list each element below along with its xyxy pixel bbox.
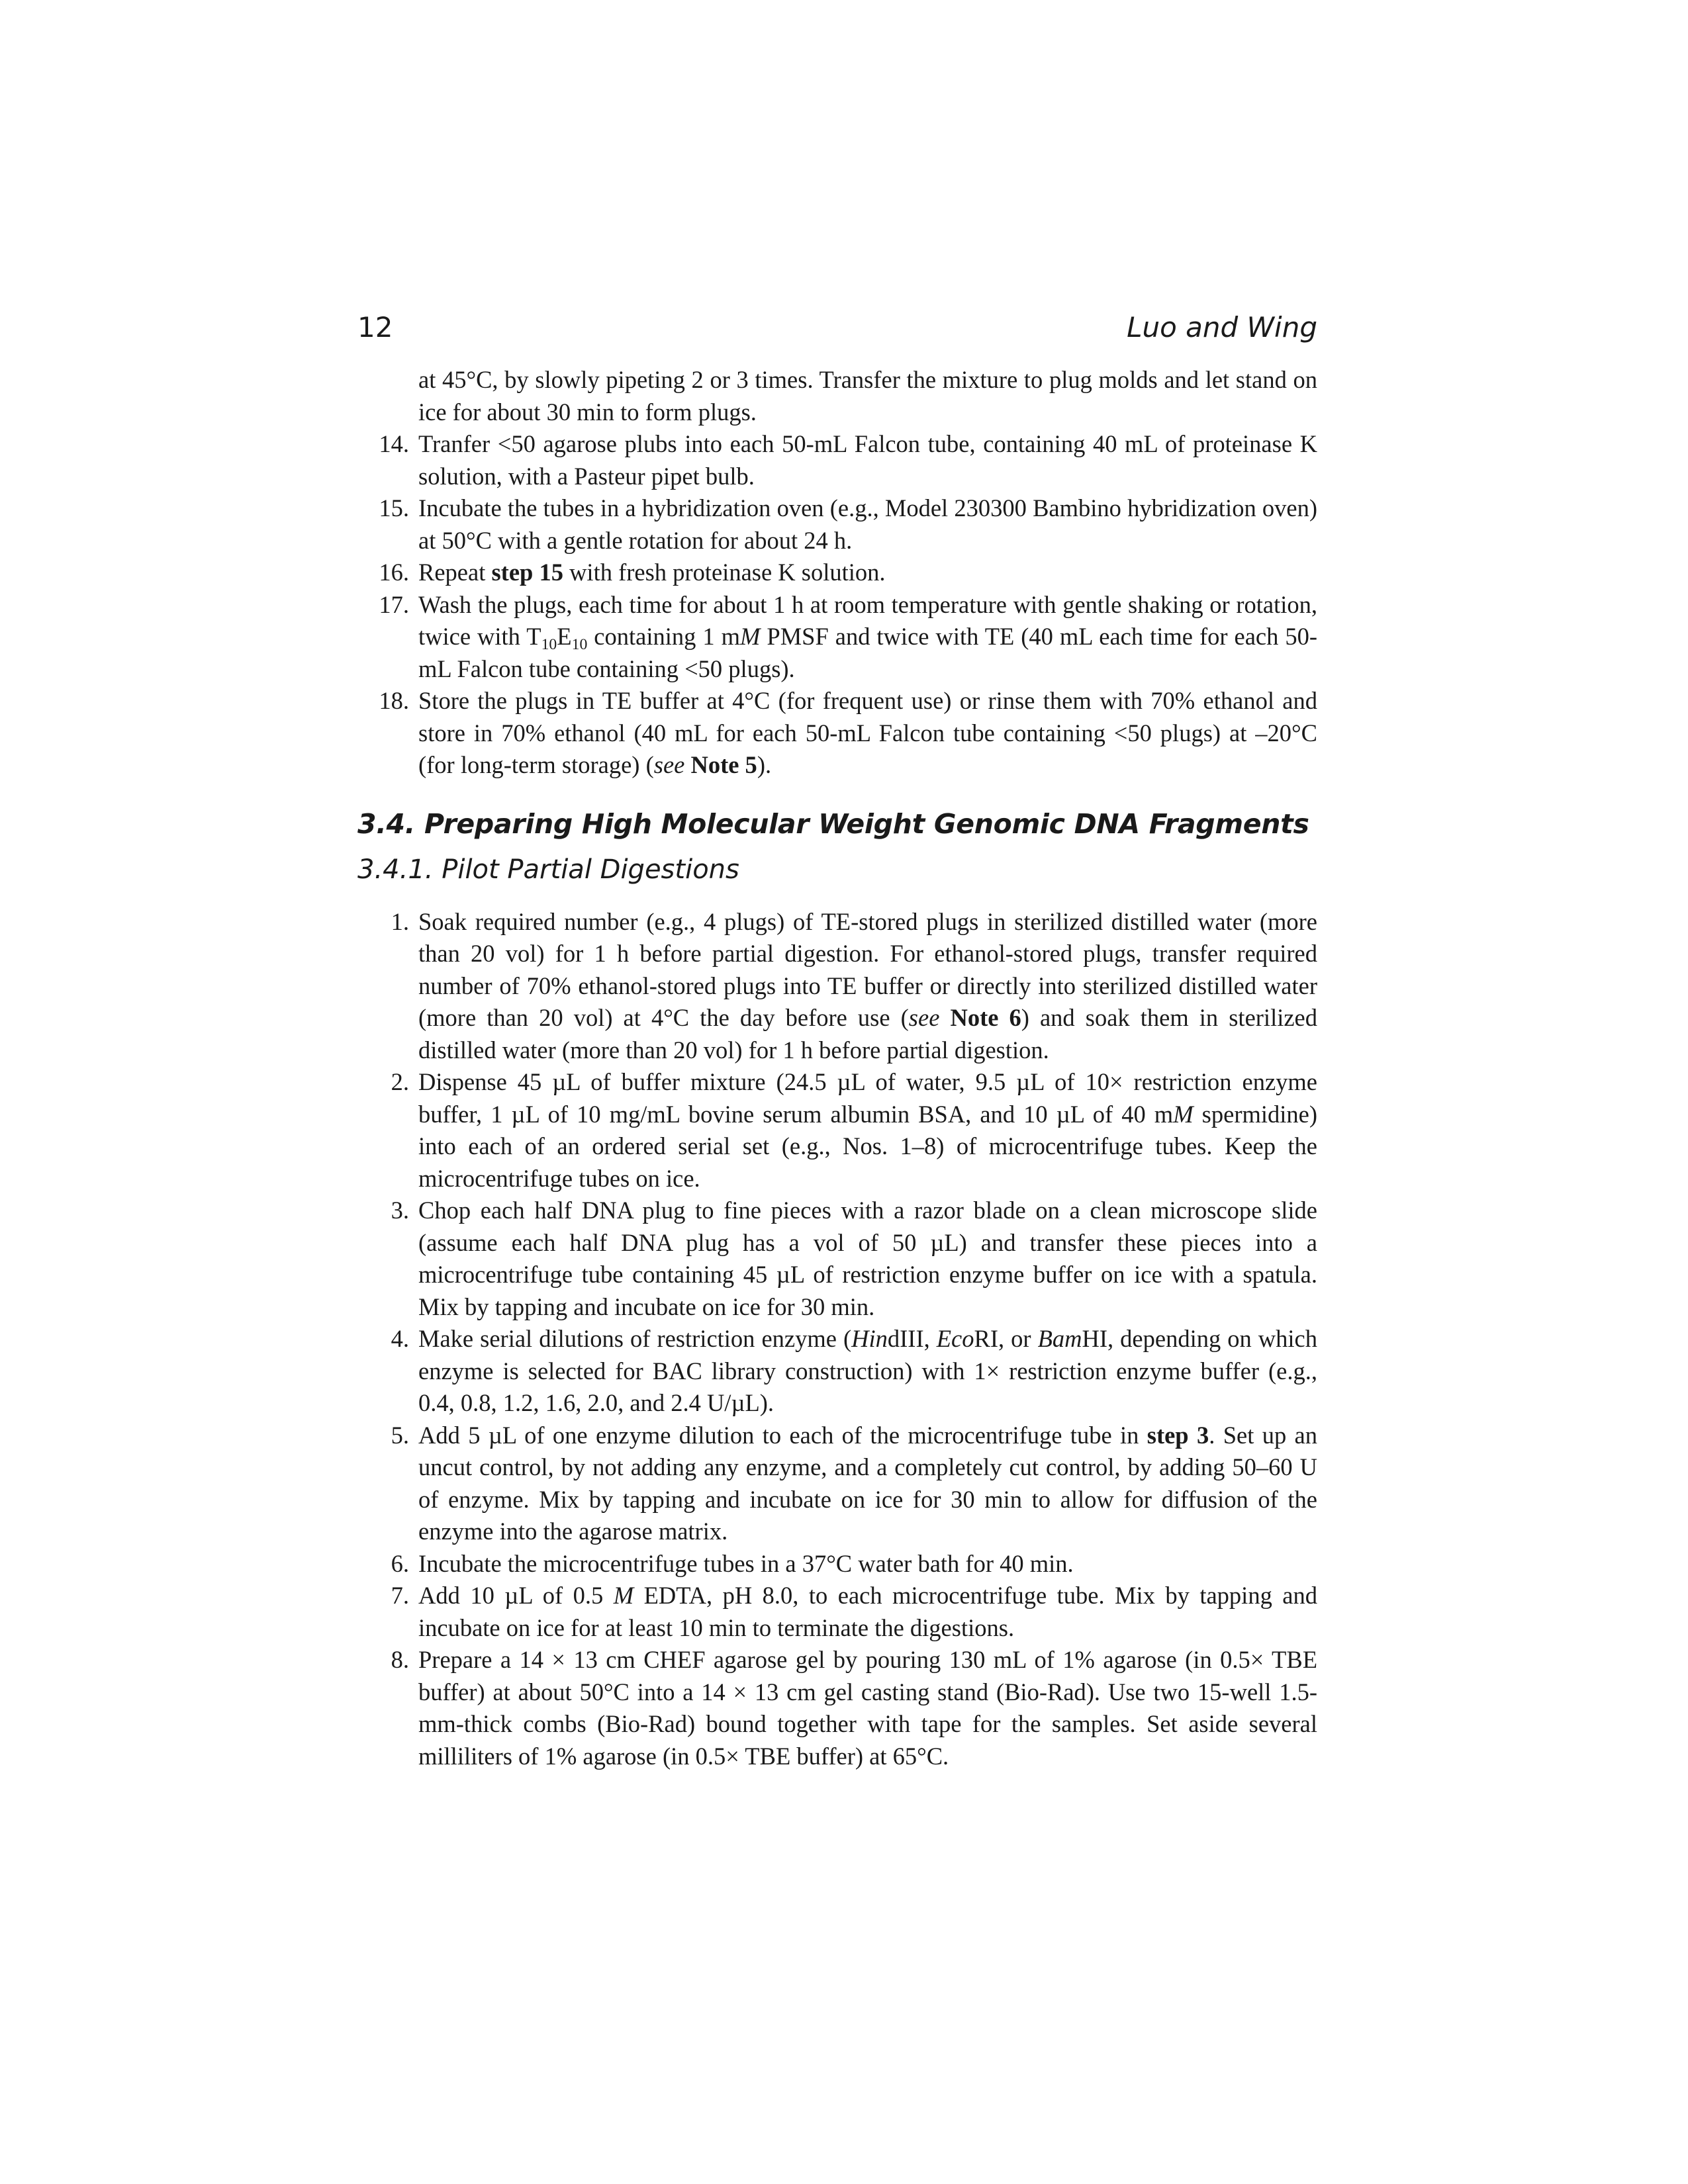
list-item	[357, 589, 1317, 686]
item-text: Tranfer <50 agarose plubs into each 50-mL Falcon tube, containing 40 mL of proteinase K solution, with a Pasteur pipet bulb.	[418, 430, 1317, 490]
item-number: 18.	[379, 687, 409, 714]
continued-paragraph: at 45°C, by slowly pipeting 2 or 3 times. Transfer the mixture to plug molds and let stand on ice for about 30 min to form plugs.	[418, 366, 1317, 426]
note-reference: Note 6	[950, 1004, 1021, 1031]
list-item	[357, 906, 1317, 1067]
section-heading: 3.4. Preparing High Molecular Weight Genomic DNA Fragments	[357, 807, 1309, 840]
item-text: Add 10 µL of 0.5	[418, 1582, 614, 1609]
item-text: dIII,	[887, 1325, 937, 1352]
page-number: 12	[357, 311, 393, 343]
list-item	[357, 1195, 1317, 1323]
item-text: Chop each half DNA plug to fine pieces with a razor blade on a clean microscope slide (assume each half DNA plug has a vol of 50 µL) and transfer these pieces into a microcentrifuge tube containing 45 µL of restriction enzyme buffer on ice with a spatula. Mix by tapping and incubate on ice for 30 min.	[418, 1197, 1317, 1320]
step-reference: step 3	[1147, 1421, 1209, 1449]
item-text: Soak required number (e.g., 4 plugs) of TE-stored plugs in sterilized distilled water (more than 20 vol) for 1 h before partial digestion. For ethanol-stored plugs, transfer required number of 70% ethanol-stored plugs into TE buffer or directly into sterilized distilled water (more than 20 vol) at 4°C the day before use (	[418, 907, 1317, 1031]
item-number: 7.	[391, 1582, 409, 1609]
item-text: ).	[757, 751, 772, 778]
item-text: Prepare a 14 × 13 cm CHEF agarose gel by pouring 130 mL of 1% agarose (in 0.5× TBE buffer) at about 50°C into a 14 × 13 cm gel casting stand (Bio-Rad). Use two 15-well 1.5-mm-thick combs (Bio-Rad) bound together with tape for the samples. Set aside several milliliters of 1% agarose (in 0.5× TBE buffer) at 65°C.	[418, 1646, 1317, 1770]
enzyme-name-italic: Eco	[936, 1325, 974, 1352]
list-item	[357, 428, 1317, 492]
item-text: Incubate the tubes in a hybridization oven (e.g., Model 230300 Bambino hybridization oven) at 50°C with a gentle rotation for about 24 h.	[418, 494, 1317, 554]
item-number: 3.	[391, 1197, 409, 1224]
item-text: spermidine) into each of an ordered serial set (e.g., Nos. 1–8) of microcentrifuge tubes. Keep the microcentrifuge tubes on ice.	[418, 1100, 1317, 1192]
note-reference: Note 5	[690, 751, 757, 778]
item-text: Incubate the microcentrifuge tubes in a 37°C water bath for 40 min.	[418, 1549, 1074, 1577]
list-item	[357, 685, 1317, 782]
item-text: Add 5 µL of one enzyme dilution to each of the microcentrifuge tube in	[418, 1421, 1147, 1449]
list-item	[357, 557, 1317, 589]
item-text: EDTA, pH 8.0, to each microcentrifuge tube. Mix by tapping and incubate on ice for at least 10 min to terminate the digestions.	[418, 1582, 1317, 1641]
item-text: ) and soak them in sterilized distilled water (more than 20 vol) for 1 h before partial digestion.	[418, 1004, 1317, 1064]
italic-unit: M	[613, 1582, 634, 1609]
procedure-list	[357, 906, 1317, 1773]
item-text: E	[557, 623, 572, 650]
item-number: 1.	[391, 907, 409, 935]
list-item	[357, 1548, 1317, 1580]
item-text: Wash the plugs, each time for about 1 h at room temperature with gentle shaking or rotation, twice with T	[418, 590, 1317, 650]
item-text: with fresh proteinase K solution.	[563, 559, 886, 586]
item-number: 14.	[379, 430, 409, 457]
book-page	[357, 311, 1317, 1772]
item-text: Dispense 45 µL of buffer mixture (24.5 µL of water, 9.5 µL of 10× restriction enzyme buffer, 1 µL of 10 mg/mL bovine serum albumin BSA, and 10 µL of 40 m	[418, 1068, 1317, 1128]
italic-unit: M	[740, 623, 761, 650]
item-number: 2.	[391, 1068, 409, 1095]
subscript: 10	[571, 636, 588, 654]
enzyme-name-italic: Hin	[851, 1325, 888, 1352]
list-item	[357, 1323, 1317, 1420]
item-text: RI, or	[974, 1325, 1038, 1352]
item-number: 15.	[379, 494, 409, 522]
subsection-heading: 3.4.1. Pilot Partial Digestions	[357, 854, 739, 885]
item-text: Repeat	[418, 559, 492, 586]
item-number: 16.	[379, 559, 409, 586]
item-number: 4.	[391, 1325, 409, 1352]
item-text: PMSF and twice with TE (40 mL each time for each 50-mL Falcon tube containing <50 plugs).	[418, 623, 1318, 682]
step-reference: step 15	[491, 559, 563, 586]
item-text: Store the plugs in TE buffer at 4°C (for frequent use) or rinse them with 70% ethanol and store in 70% ethanol (40 mL for each 50-mL Falcon tube containing <50 plugs) at –20°C (for long-term storage) (	[418, 687, 1317, 778]
item-text: . Set up an uncut control, by not adding any enzyme, and a completely cut control, by adding 50–60 U of enzyme. Mix by tapping and incubate on ice for 30 min to allow for diffusion of the enzyme into the agarose matrix.	[418, 1421, 1317, 1545]
page-header	[357, 311, 1317, 364]
item-text: containing 1 m	[587, 623, 740, 650]
list-item	[357, 1066, 1317, 1195]
procedure-list-continued	[357, 428, 1317, 782]
item-number: 8.	[391, 1646, 409, 1673]
item-number: 17.	[379, 590, 409, 618]
list-item	[357, 492, 1317, 557]
item-text: Make serial dilutions of restriction enzyme (	[418, 1325, 852, 1352]
italic-see: see	[908, 1004, 940, 1031]
page-body	[357, 364, 1317, 1772]
italic-see: see	[653, 751, 685, 778]
list-item	[357, 1644, 1317, 1772]
list-item	[357, 1580, 1317, 1644]
enzyme-name-italic: Bam	[1037, 1325, 1082, 1352]
subscript: 10	[541, 636, 557, 654]
running-head: Luo and Wing	[1127, 311, 1317, 343]
item-number: 6.	[391, 1549, 409, 1577]
item-text	[939, 1004, 950, 1031]
list-item	[357, 1420, 1317, 1548]
item-number: 5.	[391, 1421, 409, 1449]
item-text: HI, depending on which enzyme is selected for BAC library construction) with 1× restriction enzyme buffer (e.g., 0.4, 0.8, 1.2, 1.6, 2.0, and 2.4 U/µL).	[418, 1325, 1317, 1416]
italic-unit: M	[1173, 1100, 1194, 1128]
